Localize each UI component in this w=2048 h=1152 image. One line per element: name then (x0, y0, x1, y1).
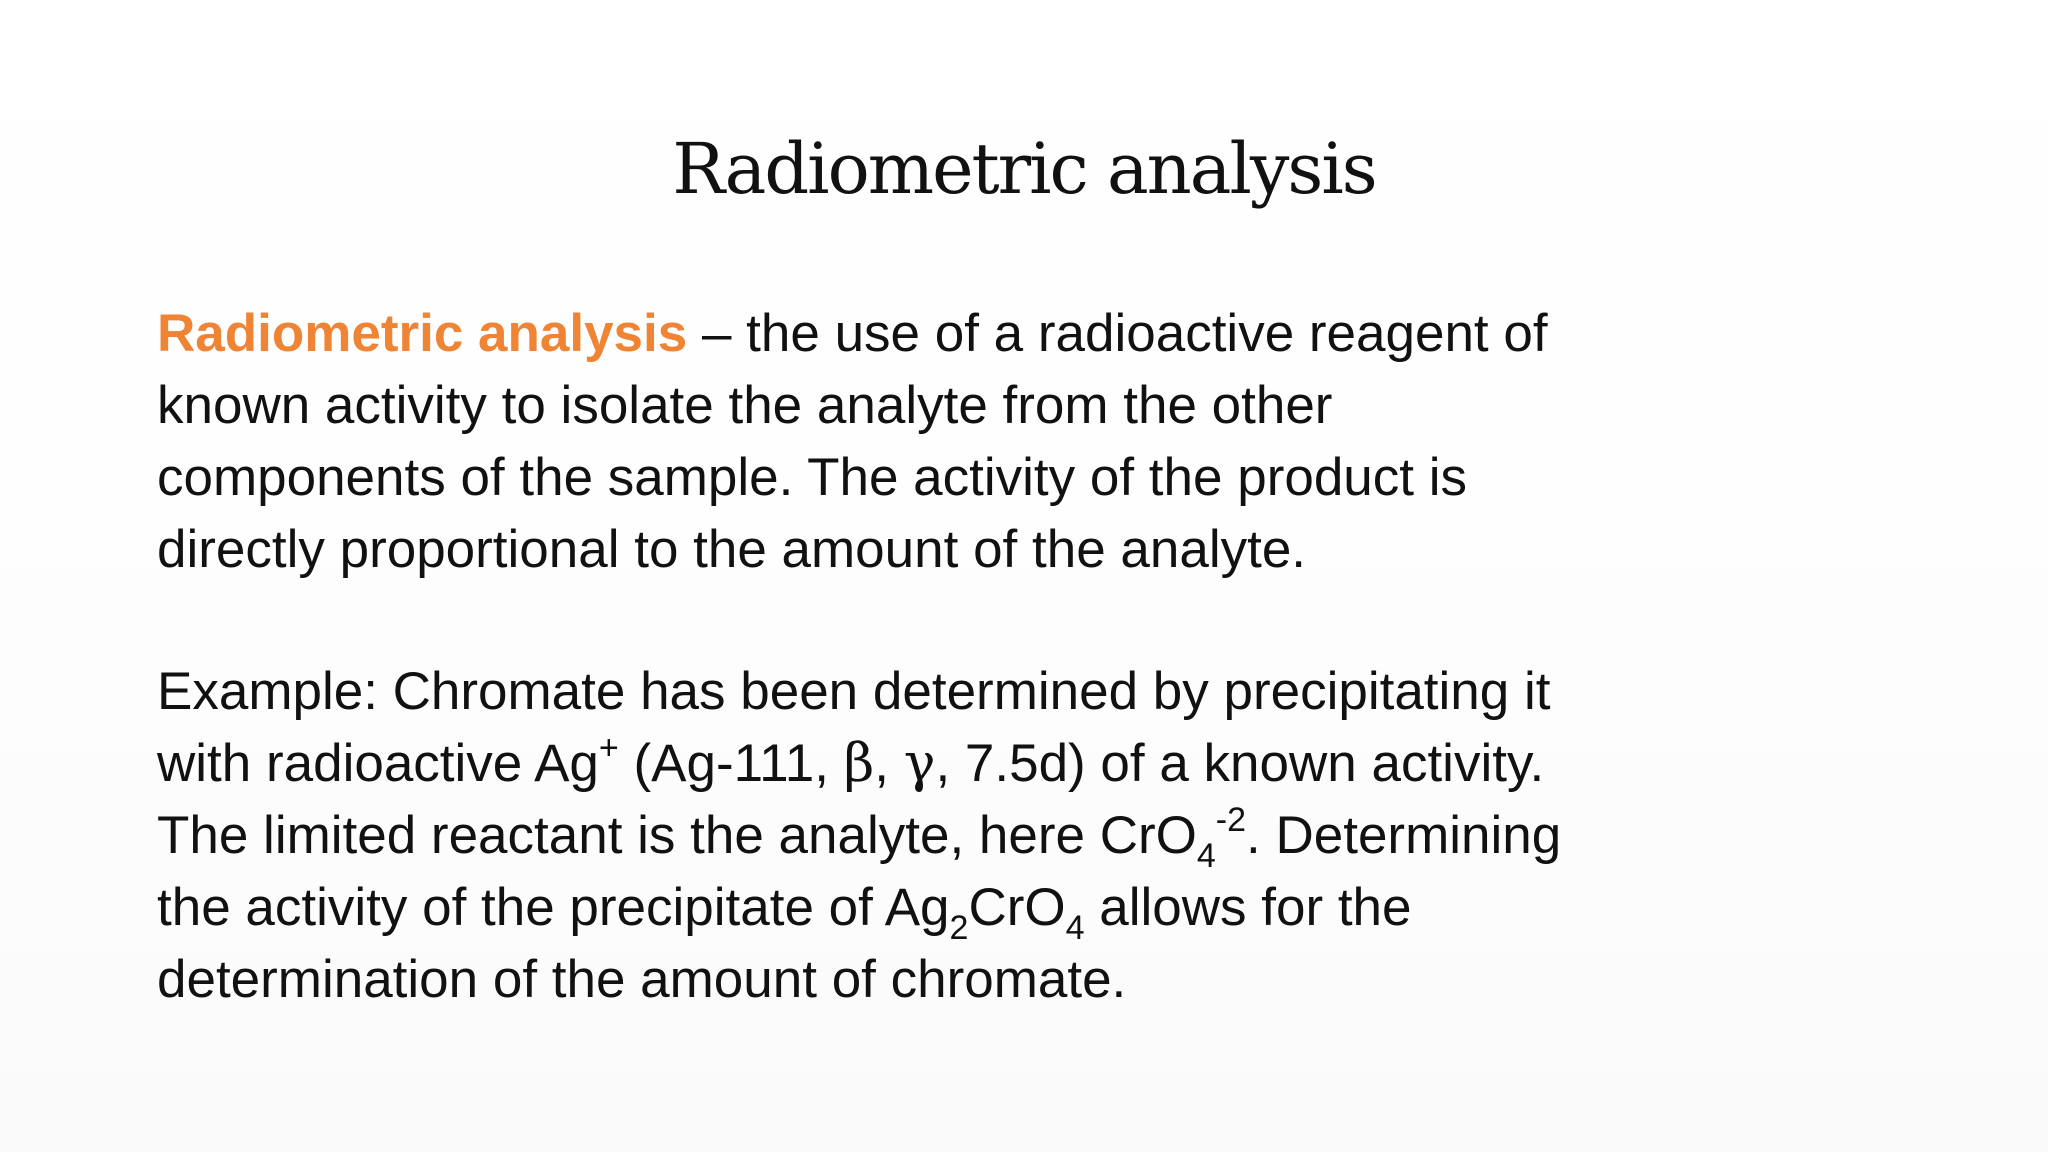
example-text-3b: . Determining (1246, 806, 1562, 865)
chromate-subscript: 4 (1196, 837, 1216, 875)
example-line-1: Example: Chromate has been determined by precipitating it (157, 662, 1551, 721)
example-paragraph (157, 656, 1717, 1016)
example-text-4a: the activity of the precipitate of Ag (157, 878, 950, 937)
silver-subscript: 2 (949, 909, 969, 947)
definition-line-2: known activity to isolate the analyte from the other (157, 376, 1333, 435)
chromate-charge: -2 (1215, 801, 1247, 839)
definition-paragraph (157, 298, 1717, 586)
slide-title: Radiometric analysis (672, 128, 1376, 210)
oxygen-subscript: 4 (1065, 909, 1085, 947)
example-text-2a: with radioactive Ag (157, 734, 599, 793)
example-line-2 (157, 728, 1717, 800)
definition-text-1: – the use of a radioactive reagent of (687, 304, 1548, 363)
example-line-5: determination of the amount of chromate. (157, 950, 1127, 1009)
example-line-4 (157, 872, 1717, 947)
highlighted-term: Radiometric analysis (157, 304, 688, 363)
example-text-4c: allows for the (1084, 878, 1412, 937)
example-text-2b: (Ag-111, (618, 734, 844, 793)
example-text-2c: , (874, 734, 904, 793)
beta-symbol: β (843, 733, 875, 794)
definition-line-1 (157, 298, 1717, 370)
definition-line-4: directly proportional to the amount of the analyte. (157, 520, 1307, 579)
example-text-4b: CrO (968, 878, 1066, 937)
silver-ion-charge: + (598, 729, 619, 767)
example-text-3a: The limited reactant is the analyte, here CrO (157, 806, 1197, 865)
example-text-2d: , 7.5d) of a known activity. (935, 734, 1545, 793)
gamma-symbol: γ (903, 733, 936, 794)
definition-line-3: components of the sample. The activity of the product is (157, 448, 1467, 507)
example-line-3 (157, 800, 1717, 875)
